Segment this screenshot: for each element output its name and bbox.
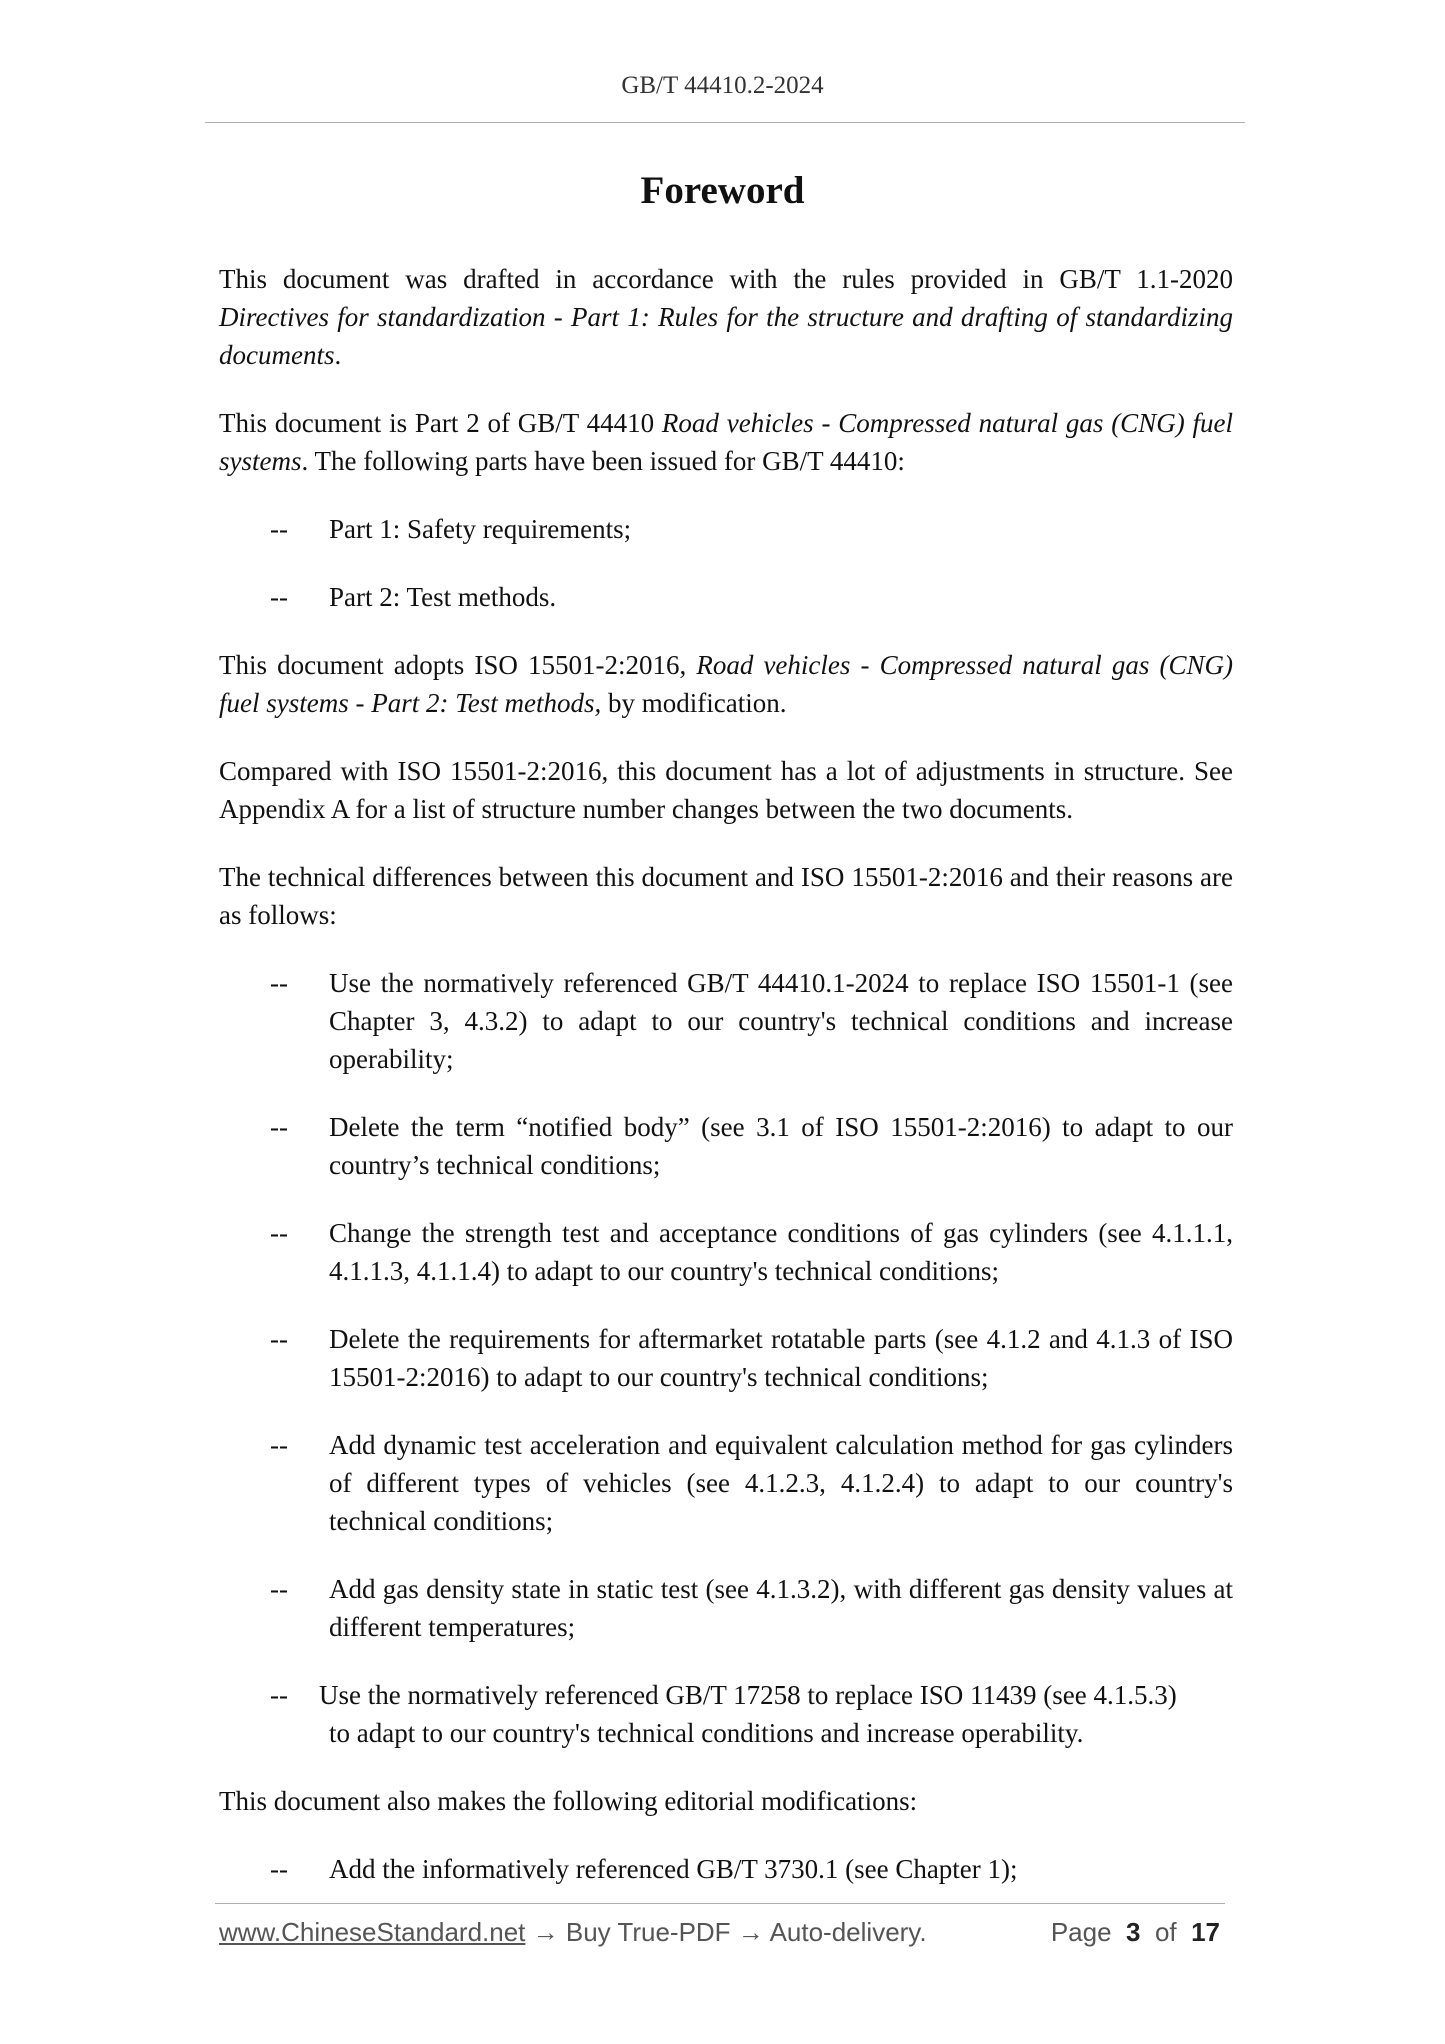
paragraph-structure-changes: Compared with ISO 15501-2:2016, this document has a lot of adjustments in structure. See Appendix A for a list of structure number changes between the two documents. bbox=[219, 756, 1233, 824]
list-item bbox=[219, 1426, 1233, 1540]
paragraph-technical-differences: The technical differences between this document and ISO 15501-2:2016 and their reasons are as follows: bbox=[219, 862, 1233, 930]
list-dash: -- bbox=[270, 1430, 288, 1460]
p1-italic-title: Directives for standardization - Part 1: Rules for the structure and drafting of standardizing documents bbox=[219, 302, 1233, 370]
list-item-text: Delete the requirements for aftermarket rotatable parts (see 4.1.2 and 4.1.3 of ISO 15501-2:2016) to adapt to our country's technical conditions; bbox=[329, 1324, 1233, 1392]
list-item-text: Add dynamic test acceleration and equivalent calculation method for gas cylinders of different types of vehicles (see 4.1.2.3, 4.1.2.4) to adapt to our country's technical conditions; bbox=[329, 1430, 1233, 1536]
p2-italic-title: Road vehicles - Compressed natural gas (CNG) fuel systems bbox=[219, 408, 1233, 476]
of-label: of bbox=[1154, 1917, 1177, 1947]
footer-promo-text: → Buy True-PDF → Auto-delivery. bbox=[525, 1917, 927, 1947]
list-dash: -- bbox=[270, 1112, 288, 1142]
list-item bbox=[219, 1676, 1233, 1752]
p3-text: This document adopts ISO 15501-2:2016, bbox=[219, 650, 697, 680]
list-item bbox=[219, 1570, 1233, 1646]
list-item-text: Delete the term “notified body” (see 3.1 of ISO 15501-2:2016) to adapt to our country’s technical conditions; bbox=[329, 1112, 1233, 1180]
list-item-text: Change the strength test and acceptance conditions of gas cylinders (see 4.1.1.1, 4.1.1.3, 4.1.1.4) to adapt to our country's technical conditions; bbox=[329, 1218, 1233, 1286]
list-item-text: Use the normatively referenced GB/T 44410.1-2024 to replace ISO 15501-1 (see Chapter 3, 4.3.2) to adapt to our country's technical conditions and increase operability; bbox=[329, 968, 1233, 1074]
list-dash: -- bbox=[270, 1218, 288, 1248]
list-item-text: Part 1: Safety requirements; bbox=[329, 514, 632, 544]
paragraph-adoption bbox=[219, 646, 1233, 722]
list-item bbox=[219, 1214, 1233, 1290]
list-dash: -- bbox=[270, 1680, 288, 1710]
page-title: Foreword bbox=[640, 169, 805, 212]
list-item-line-1: Use the normatively referenced GB/T 17258 to replace ISO 11439 (see 4.1.5.3) bbox=[319, 1680, 1177, 1710]
paragraph-part-info bbox=[219, 404, 1233, 480]
paragraph-editorial: This document also makes the following editorial modifications: bbox=[219, 1786, 918, 1816]
header-divider bbox=[205, 122, 1245, 123]
list-dash: -- bbox=[270, 1854, 288, 1884]
list-item-text bbox=[319, 1676, 1233, 1752]
footer-promo bbox=[219, 1917, 927, 1948]
list-item bbox=[219, 1320, 1233, 1396]
document-body bbox=[219, 260, 1233, 1918]
paragraph-drafting-rules bbox=[219, 260, 1233, 374]
list-item-text: Add the informatively referenced GB/T 3730.1 (see Chapter 1); bbox=[329, 1854, 1018, 1884]
list-item bbox=[219, 578, 1233, 616]
website-link[interactable]: www.ChineseStandard.net bbox=[219, 1917, 526, 1947]
page-counter bbox=[1051, 1917, 1220, 1948]
p1-text: This document was drafted in accordance with the rules provided in GB/T 1.1-2020 bbox=[219, 264, 1233, 294]
list-item bbox=[219, 1850, 1233, 1888]
list-item bbox=[219, 510, 1233, 548]
p1-text-end: . bbox=[334, 340, 342, 370]
page-number: 3 bbox=[1126, 1917, 1141, 1947]
list-item-text: Add gas density state in static test (see 4.1.3.2), with different gas density values at different temperatures; bbox=[329, 1574, 1233, 1642]
list-item bbox=[219, 964, 1233, 1078]
p2-text-end: . The following parts have been issued for GB/T 44410: bbox=[301, 446, 905, 476]
list-item bbox=[219, 1108, 1233, 1184]
running-header: GB/T 44410.2-2024 bbox=[621, 72, 824, 99]
page-label: Page bbox=[1050, 1917, 1112, 1947]
list-dash: -- bbox=[270, 1324, 288, 1354]
list-dash: -- bbox=[270, 1574, 288, 1604]
list-dash: -- bbox=[270, 514, 288, 544]
p3-italic-title: Road vehicles - Compressed natural gas (CNG) fuel systems - Part 2: Test methods, bbox=[219, 650, 1233, 718]
list-item-text: Part 2: Test methods. bbox=[329, 582, 557, 612]
list-dash: -- bbox=[270, 582, 288, 612]
footer-divider bbox=[215, 1903, 1225, 1904]
list-dash: -- bbox=[270, 968, 288, 998]
list-item-line-2: to adapt to our country's technical conditions and increase operability. bbox=[329, 1718, 1084, 1748]
p3-text-end: by modification. bbox=[601, 688, 787, 718]
p2-text: This document is Part 2 of GB/T 44410 bbox=[219, 408, 662, 438]
page-total: 17 bbox=[1191, 1917, 1220, 1947]
